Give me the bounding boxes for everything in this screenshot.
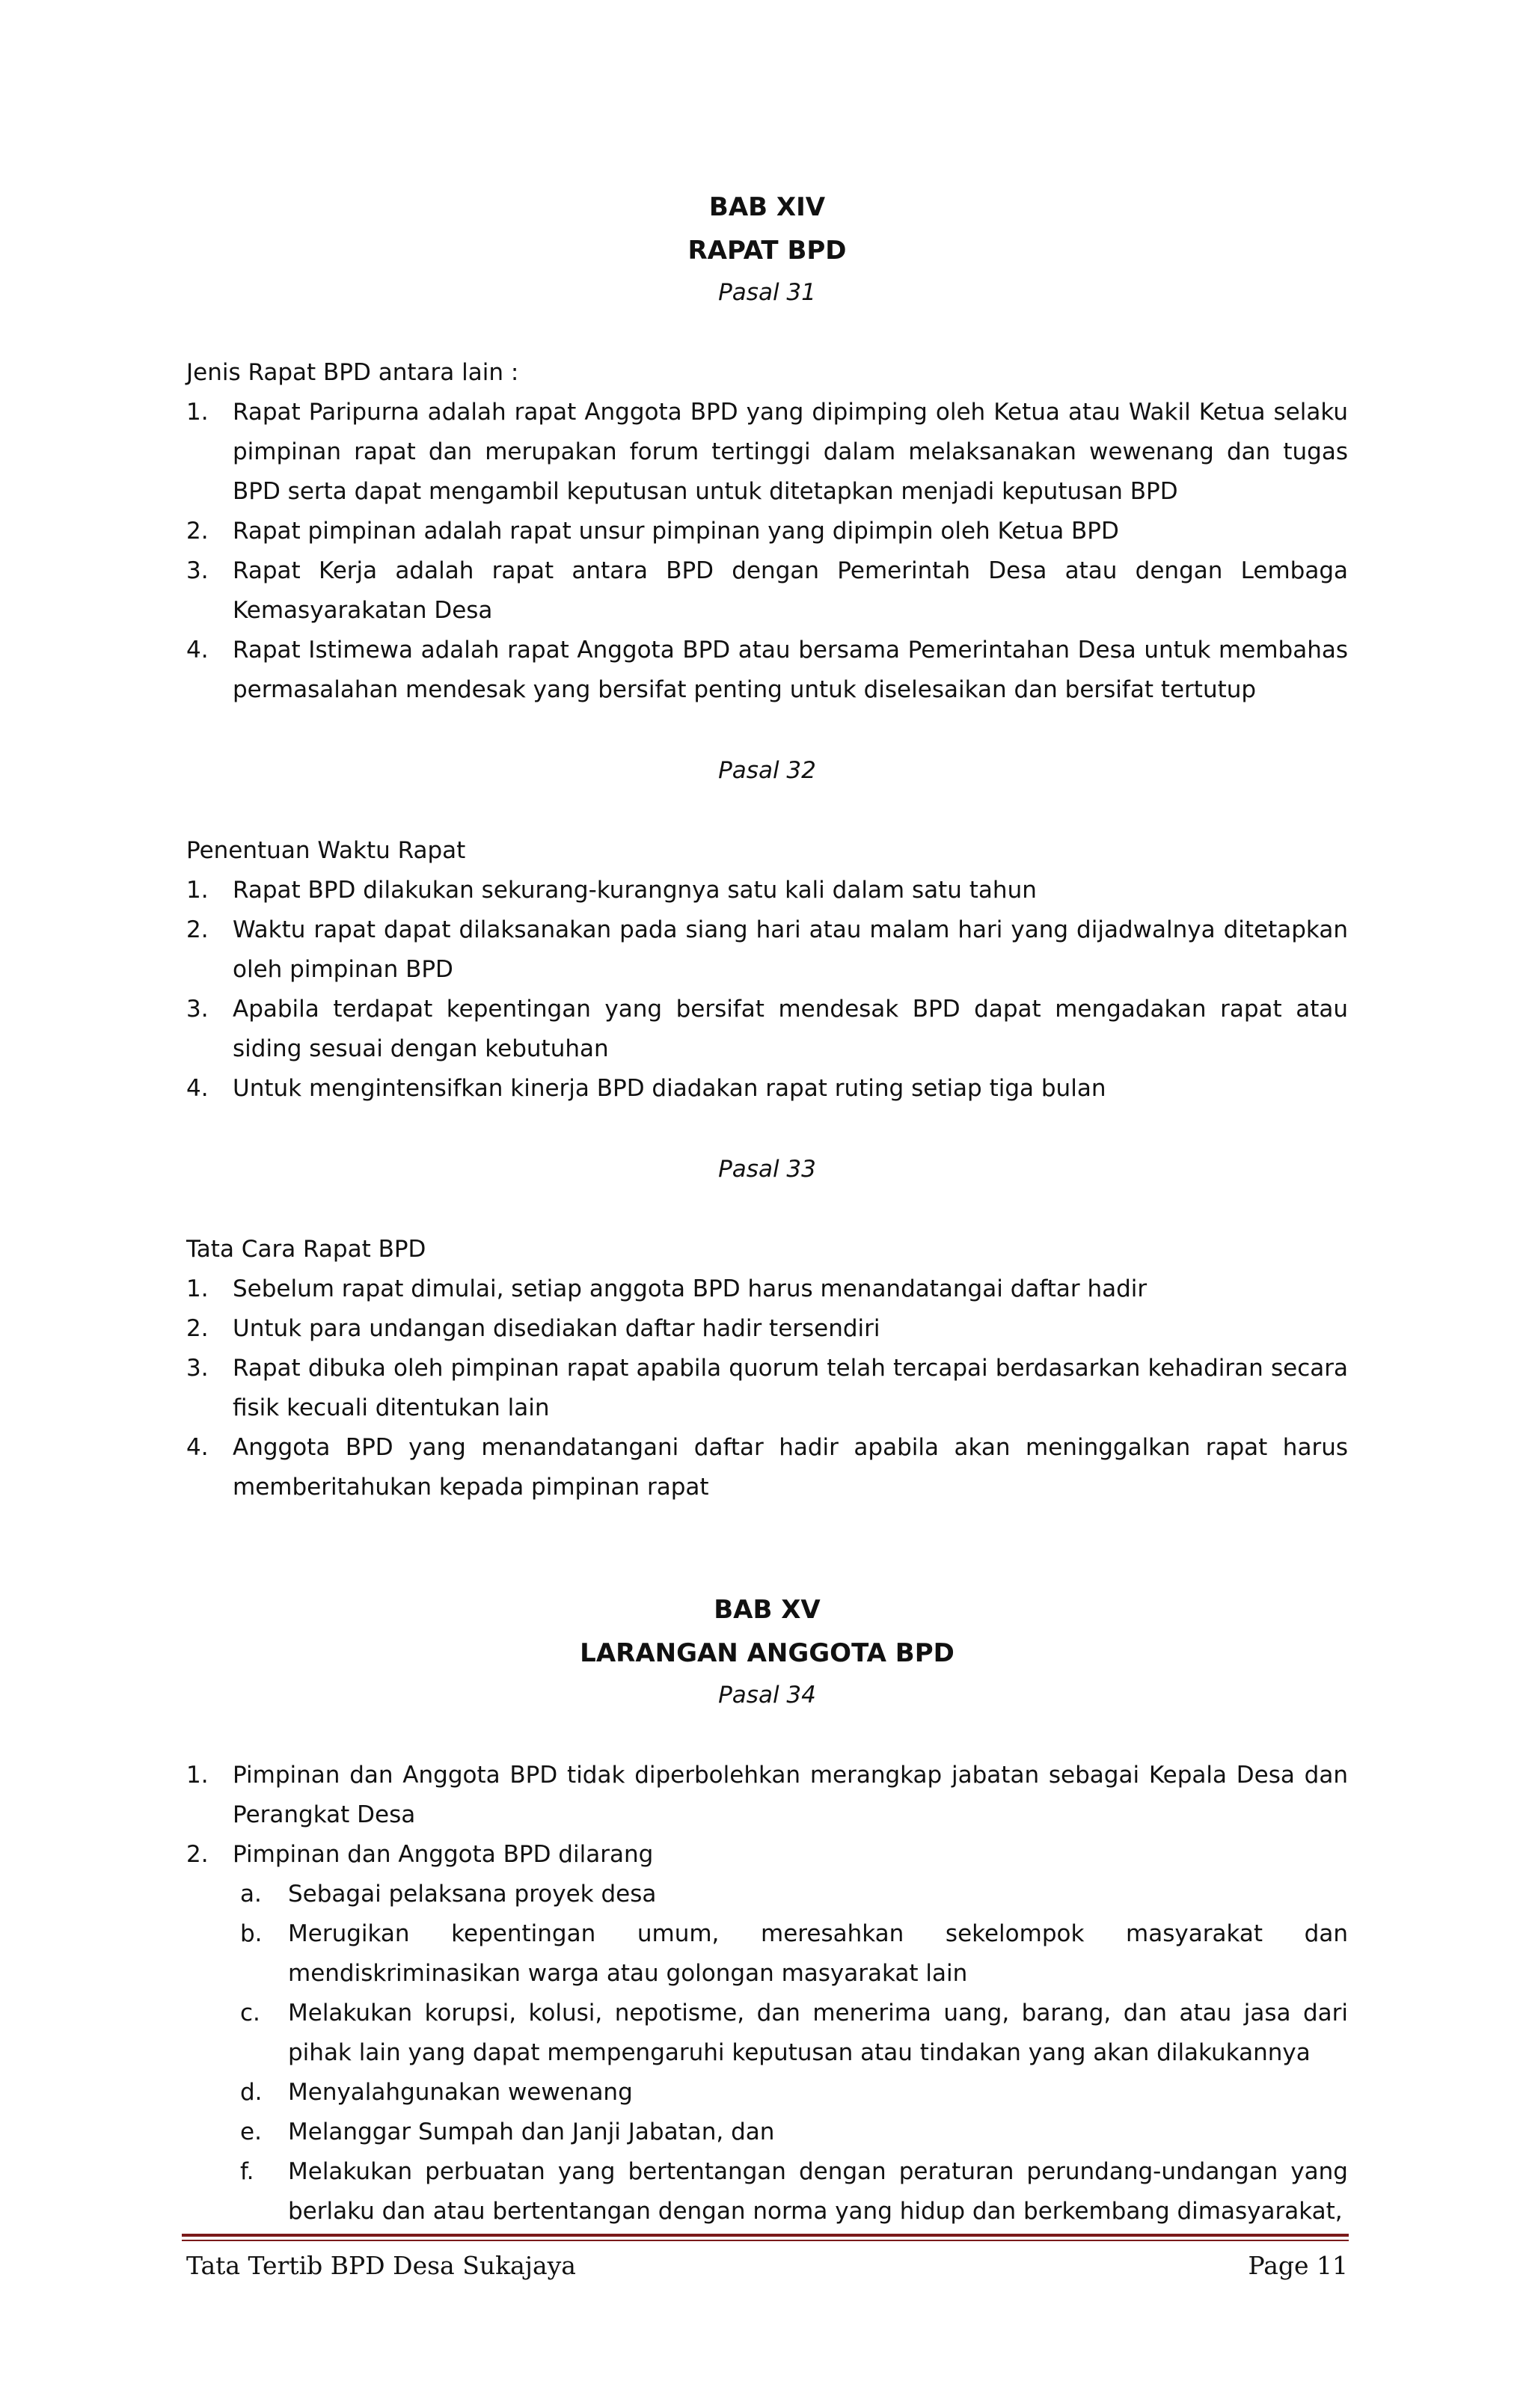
list-text: Anggota BPD yang menandatangani daftar hadir apabila akan meninggalkan rapat harus memberitahukan kepada pimpinan rapat [233,1434,1348,1501]
list-number: 1. [186,399,209,426]
list-item [186,1349,1348,1428]
list-number: 1. [186,1275,209,1302]
list-number: 3. [186,996,209,1023]
sub-list-letter: e. [240,2119,262,2145]
list-text: Rapat Istimewa adalah rapat Anggota BPD atau bersama Pemerintahan Desa untuk membahas permasalahan mendesak yang bersifat penting untuk diselesaikan dan bersifat tertutup [233,637,1348,703]
list-number: 4. [186,1075,209,1102]
article-intro: Jenis Rapat BPD antara lain : [186,359,519,386]
sub-list-text: Melakukan korupsi, kolusi, nepotisme, dan menerima uang, barang, dan atau jasa dari pihak lain yang dapat mempengaruhi keputusan atau tindakan yang akan dilakukannya [288,2000,1348,2066]
list-text: Untuk para undangan disediakan daftar hadir tersendiri [233,1315,880,1342]
chapter-title: BAB XIV [708,192,826,222]
sub-list-item [186,2152,1348,2231]
article-label: Pasal 34 [718,1682,816,1709]
list-text: Rapat pimpinan adalah rapat unsur pimpinan yang dipimpin oleh Ketua BPD [233,518,1119,545]
sub-list-item [186,2073,1348,2113]
article-intro: Penentuan Waktu Rapat [186,837,466,864]
list-item [186,512,1348,551]
list-text: Pimpinan dan Anggota BPD tidak diperbolehkan merangkap jabatan sebagai Kepala Desa dan Perangkat Desa [233,1762,1348,1828]
list-item [186,631,1348,710]
chapter-subtitle: LARANGAN ANGGOTA BPD [580,1638,955,1668]
article-list [186,1269,1348,1507]
article-list [186,871,1348,1109]
list-item [186,1069,1348,1109]
article-label: Pasal 31 [718,279,816,306]
page-content [186,186,1348,2231]
list-text: Pimpinan dan Anggota BPD dilarang [233,1841,654,1868]
article-label: Pasal 32 [718,757,816,784]
sub-list-letter: a. [240,1881,262,1908]
sub-list [186,1875,1348,2231]
sub-list-letter: f. [240,2158,254,2185]
sub-list-text: Merugikan kepentingan umum, meresahkan sekelompok masyarakat dan mendiskriminasikan warga atau golongan masyarakat lain [288,1920,1348,1987]
list-item [186,551,1348,631]
article-list [186,393,1348,710]
list-number: 3. [186,1355,209,1382]
list-text: Sebelum rapat dimulai, setiap anggota BPD harus menandatangai daftar hadir [233,1275,1148,1302]
footer-rule-thin [182,2240,1349,2241]
list-number: 2. [186,1841,209,1868]
list-number: 1. [186,877,209,904]
sub-list-letter: b. [240,1920,263,1947]
chapter-title: BAB XV [714,1595,821,1625]
footer-document-title: Tata Tertib BPD Desa Sukajaya [186,2251,576,2280]
list-text: Rapat Paripurna adalah rapat Anggota BPD yang dipimping oleh Ketua atau Wakil Ketua selaku pimpinan rapat dan merupakan forum tertinggi dalam melaksanakan wewenang dan tugas BPD serta dapat mengambil keputusan untuk ditetapkan menjadi keputusan BPD [233,399,1348,505]
sub-list-text: Menyalahgunakan wewenang [288,2079,633,2106]
list-number: 3. [186,557,209,584]
list-number: 4. [186,1434,209,1461]
list-text: Apabila terdapat kepentingan yang bersifat mendesak BPD dapat mengadakan rapat atau siding sesuai dengan kebutuhan [233,996,1348,1062]
list-item [186,1269,1348,1309]
list-text: Waktu rapat dapat dilaksanakan pada siang hari atau malam hari yang dijadwalnya ditetapkan oleh pimpinan BPD [233,916,1348,983]
footer-rule [182,2234,1349,2237]
sub-list-text: Melakukan perbuatan yang bertentangan dengan peraturan perundang-undangan yang berlaku dan atau bertentangan dengan norma yang hidup dan berkembang dimasyarakat, [288,2158,1348,2225]
list-number: 2. [186,1315,209,1342]
list-item [186,1756,1348,1835]
list-item [186,1309,1348,1349]
sub-list-item [186,2113,1348,2152]
list-item [186,910,1348,990]
list-number: 2. [186,916,209,943]
list-number: 4. [186,637,209,664]
article-intro: Tata Cara Rapat BPD [186,1236,426,1263]
list-text: Rapat Kerja adalah rapat antara BPD dengan Pemerintah Desa atau dengan Lembaga Kemasyarakatan Desa [233,557,1348,624]
list-text: Untuk mengintensifkan kinerja BPD diadakan rapat ruting setiap tiga bulan [233,1075,1106,1102]
article-list [186,1756,1348,1875]
list-item [186,990,1348,1069]
sub-list-item [186,1875,1348,1914]
sub-list-item [186,1914,1348,1994]
list-number: 2. [186,518,209,545]
sub-list-text: Sebagai pelaksana proyek desa [288,1881,657,1908]
sub-list-text: Melanggar Sumpah dan Janji Jabatan, dan [288,2119,775,2145]
list-item [186,871,1348,910]
list-item [186,1835,1348,1875]
list-text: Rapat dibuka oleh pimpinan rapat apabila quorum telah tercapai berdasarkan kehadiran secara fisik kecuali ditentukan lain [233,1355,1348,1421]
chapter-subtitle: RAPAT BPD [687,236,847,266]
list-item [186,1428,1348,1507]
sub-list-letter: c. [240,2000,260,2026]
sub-list-item [186,1994,1348,2073]
article-label: Pasal 33 [718,1156,816,1183]
footer-page-number: Page 11 [1248,2251,1348,2280]
list-text: Rapat BPD dilakukan sekurang-kurangnya satu kali dalam satu tahun [233,877,1037,904]
sub-list-letter: d. [240,2079,263,2106]
list-number: 1. [186,1762,209,1789]
list-item [186,393,1348,512]
